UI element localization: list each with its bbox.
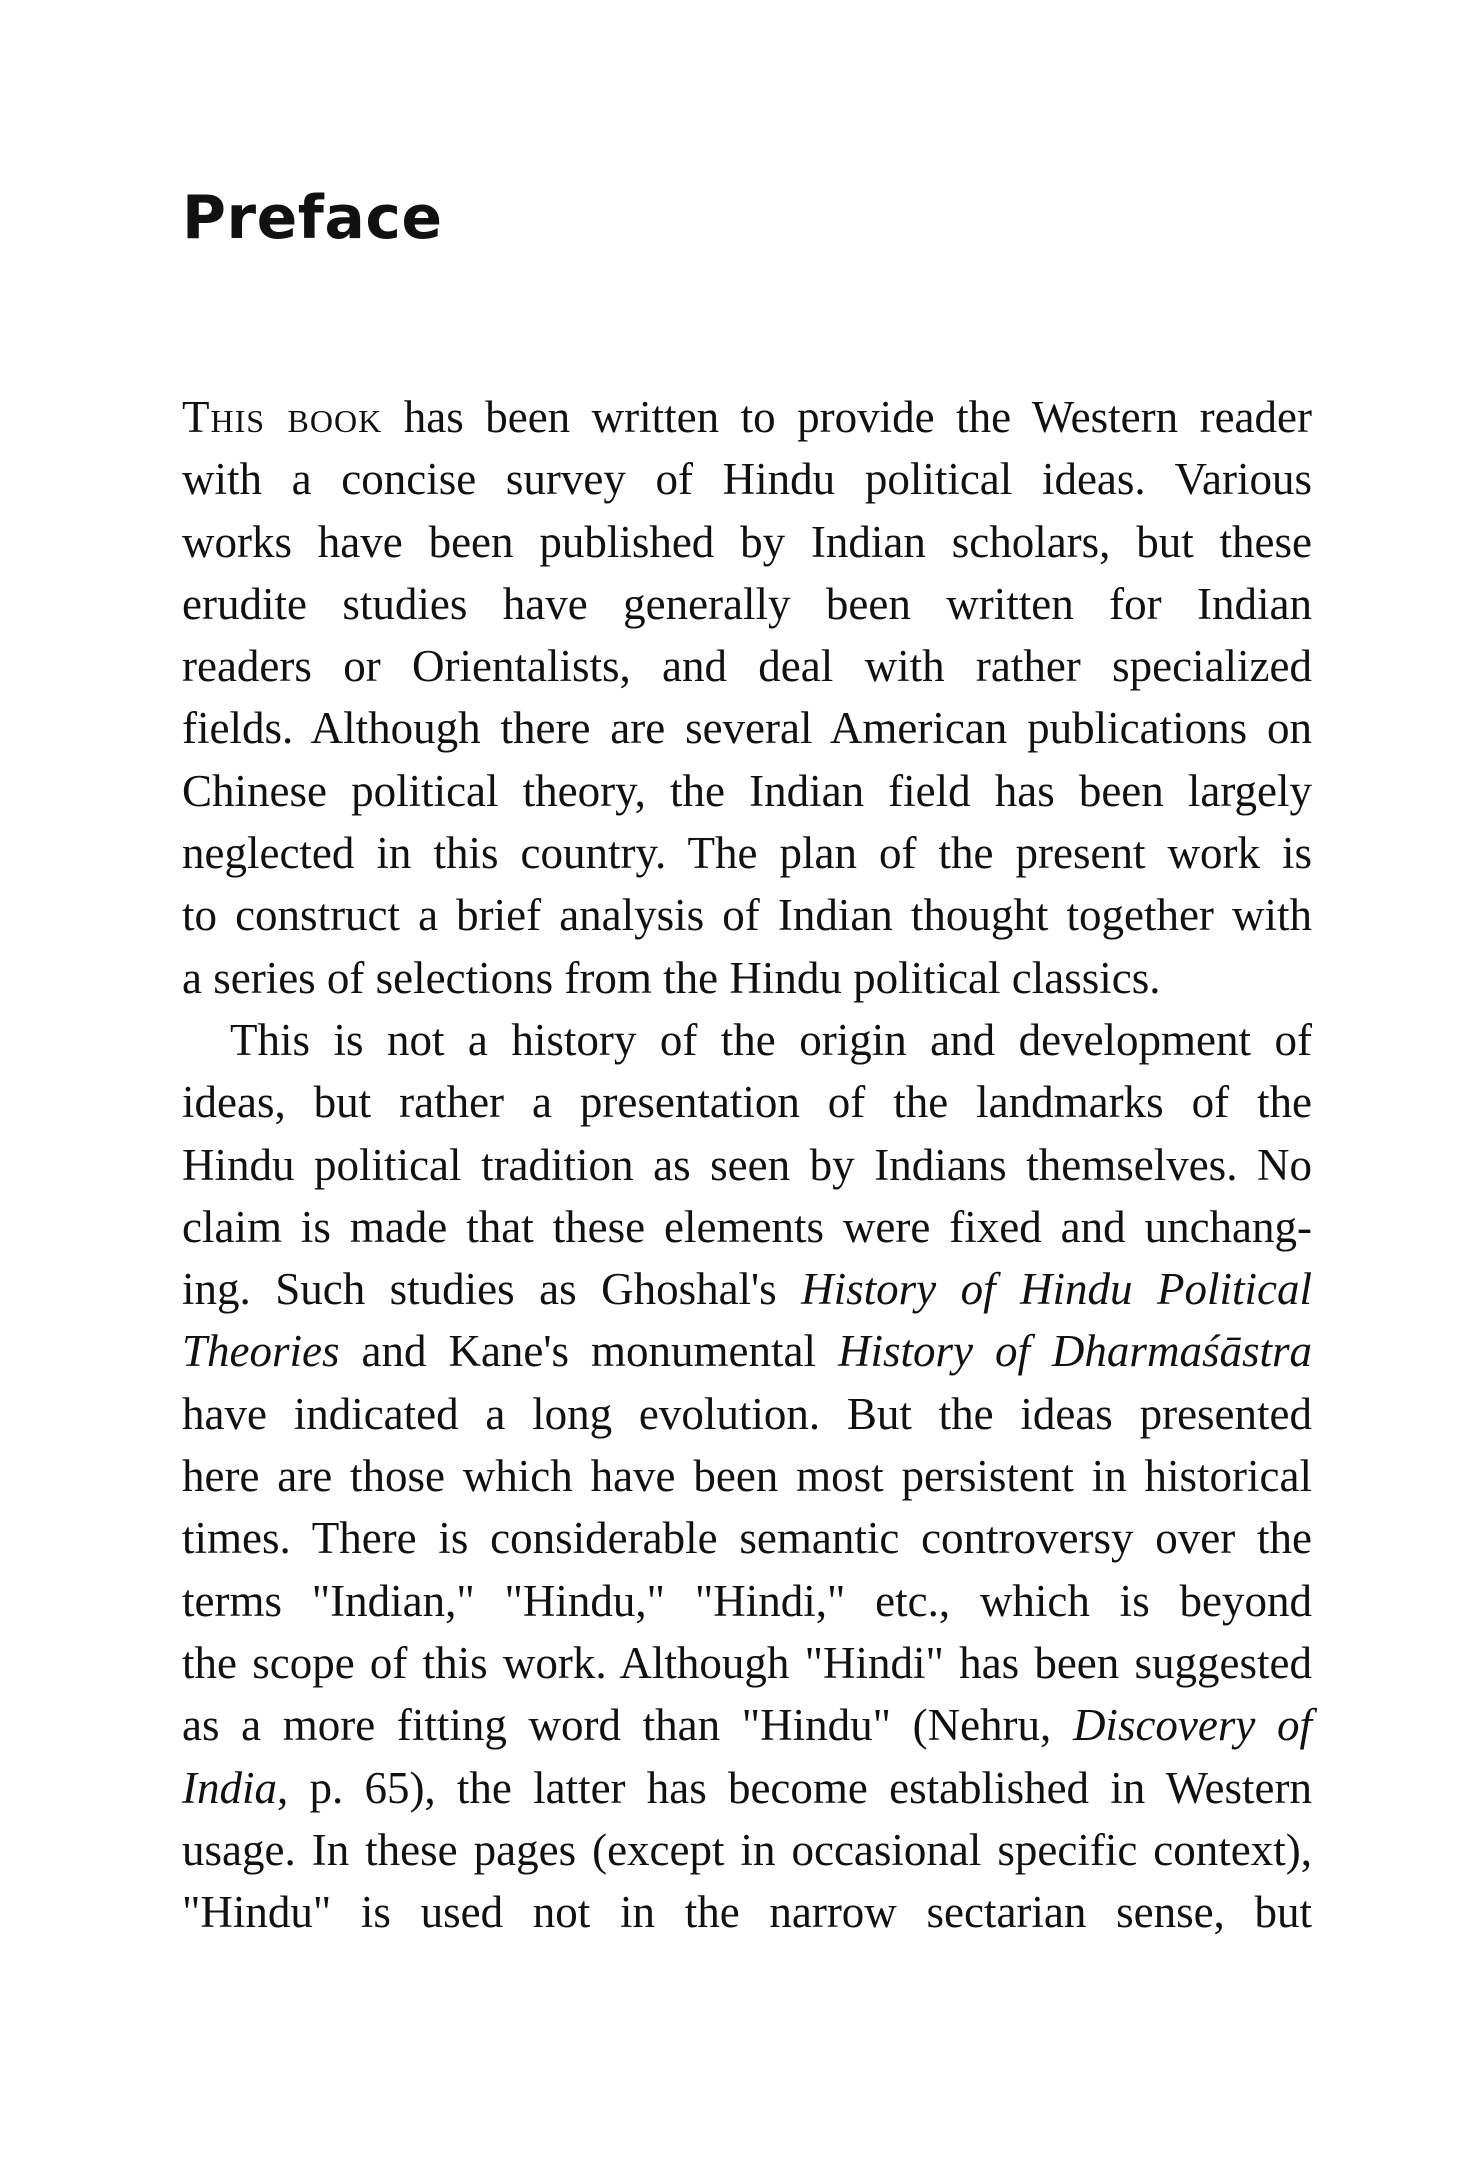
text-segment: as a more fitting word than "Hindu" (Nehru, — [182, 1700, 1073, 1751]
book-title-italic: India — [182, 1762, 277, 1813]
text-line: This is not a history of the origin and development of — [230, 1014, 1312, 1065]
text-line: with a concise survey of Hindu political ideas. Various — [182, 454, 1312, 505]
book-title-italic: History of Dharmaśāstra — [837, 1326, 1312, 1377]
text-line-content: has been written to provide the Western reader — [382, 392, 1312, 442]
book-title-italic: Discovery of — [1072, 1700, 1312, 1751]
text-line — [182, 1694, 1312, 1756]
text-line: have indicated a long evolution. But the ideas presented — [182, 1388, 1312, 1439]
text-line: neglected in this country. The plan of the present work is — [182, 828, 1312, 879]
text-line: works have been published by Indian scholars, but these — [182, 516, 1312, 567]
text-line: ideas, but rather a presentation of the landmarks of the — [182, 1077, 1312, 1128]
preface-body — [182, 386, 1312, 1943]
text-segment: and Kane's monumental — [339, 1326, 838, 1377]
text-line: Chinese political theory, the Indian field has been largely — [182, 765, 1312, 816]
text-segment: , p. 65), the latter has become established in Western — [277, 1762, 1312, 1813]
text-line: to construct a brief analysis of Indian thought together with — [182, 890, 1312, 941]
text-line: times. There is considerable semantic controversy over the — [182, 1513, 1312, 1564]
text-line: "Hindu" is used not in the narrow sectarian sense, but — [182, 1887, 1312, 1938]
text-line: erudite studies have generally been written for Indian — [182, 578, 1312, 629]
book-title-italic: Theories — [182, 1326, 340, 1377]
page-title: Preface — [182, 183, 443, 253]
text-line — [182, 1258, 1312, 1320]
book-title-italic: History of Hindu Political — [801, 1264, 1312, 1315]
lead-in-small-caps: This book — [182, 392, 383, 442]
text-segment: ing. Such studies as Ghoshal's — [182, 1264, 802, 1315]
text-line: a series of selections from the Hindu political classics. — [182, 952, 1161, 1003]
text-line — [182, 1757, 1312, 1819]
text-line: fields. Although there are several American publications on — [182, 703, 1312, 754]
text-line — [182, 386, 1312, 448]
text-line: terms "Indian," "Hindu," "Hindi," etc., which is beyond — [182, 1575, 1312, 1626]
text-line: readers or Orientalists, and deal with rather specialized — [182, 641, 1312, 692]
text-line: here are those which have been most persistent in historical — [182, 1451, 1312, 1502]
text-line: claim is made that these elements were fixed and unchang- — [182, 1201, 1312, 1252]
text-line: the scope of this work. Although "Hindi" has been suggested — [182, 1637, 1312, 1688]
text-line: Hindu political tradition as seen by Indians themselves. No — [182, 1139, 1312, 1190]
text-line — [182, 1320, 1312, 1382]
text-line: usage. In these pages (except in occasional specific context), — [182, 1824, 1312, 1875]
